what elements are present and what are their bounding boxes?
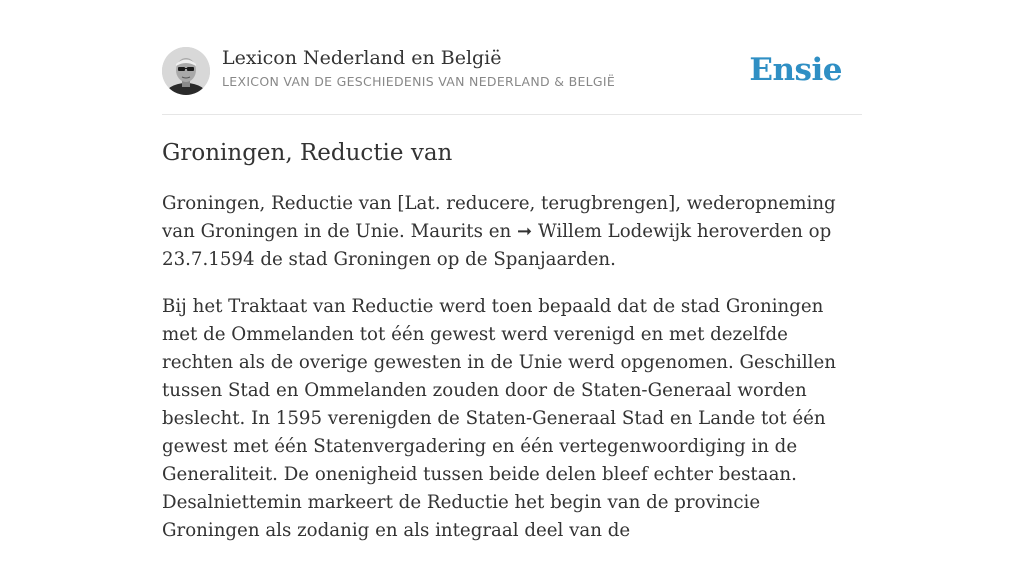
article-page [162, 0, 862, 541]
source-info [222, 46, 615, 90]
portrait-image [162, 47, 210, 95]
article-body [162, 190, 862, 564]
article-paragraph-1: Groningen, Reductie van [Lat. reducere, terugbrengen], wederopneming van Groningen in de Unie. Maurits en ➞ Willem Lodewijk heroverden op 23.7.1594 de stad Groningen op de Spanjaarden. [162, 193, 836, 270]
source-subtitle: LEXICON VAN DE GESCHIEDENIS VAN NEDERLAND & BELGIË [222, 74, 616, 89]
article-paragraph-2: Bij het Traktaat van Reductie werd toen bepaald dat de stad Groningen met de Ommelanden tot één gewest werd verenigd en met dezelfde rechten als de overige gewesten in de Unie werd opgenomen. Geschillen tussen Stad en Ommelanden zouden door de Staten-Generaal worden beslecht. In 1595 verenigden de Staten-Generaal Stad en Lande tot één gewest met één Statenvergadering en één vertegenwoordiging in de Generaliteit. De onenigheid tussen beide delen bleef echter bestaan. Desalniettemin markeert de Reductie het begin van de provincie Groningen als zodanig en als integraal deel van de [162, 296, 836, 541]
article-title: Groningen, Reductie van [162, 140, 453, 166]
source-title[interactable]: Lexicon Nederland en België [222, 47, 502, 69]
author-avatar[interactable] [162, 47, 210, 95]
ensie-logo[interactable]: Ensie [749, 52, 842, 88]
source-header [162, 0, 862, 115]
